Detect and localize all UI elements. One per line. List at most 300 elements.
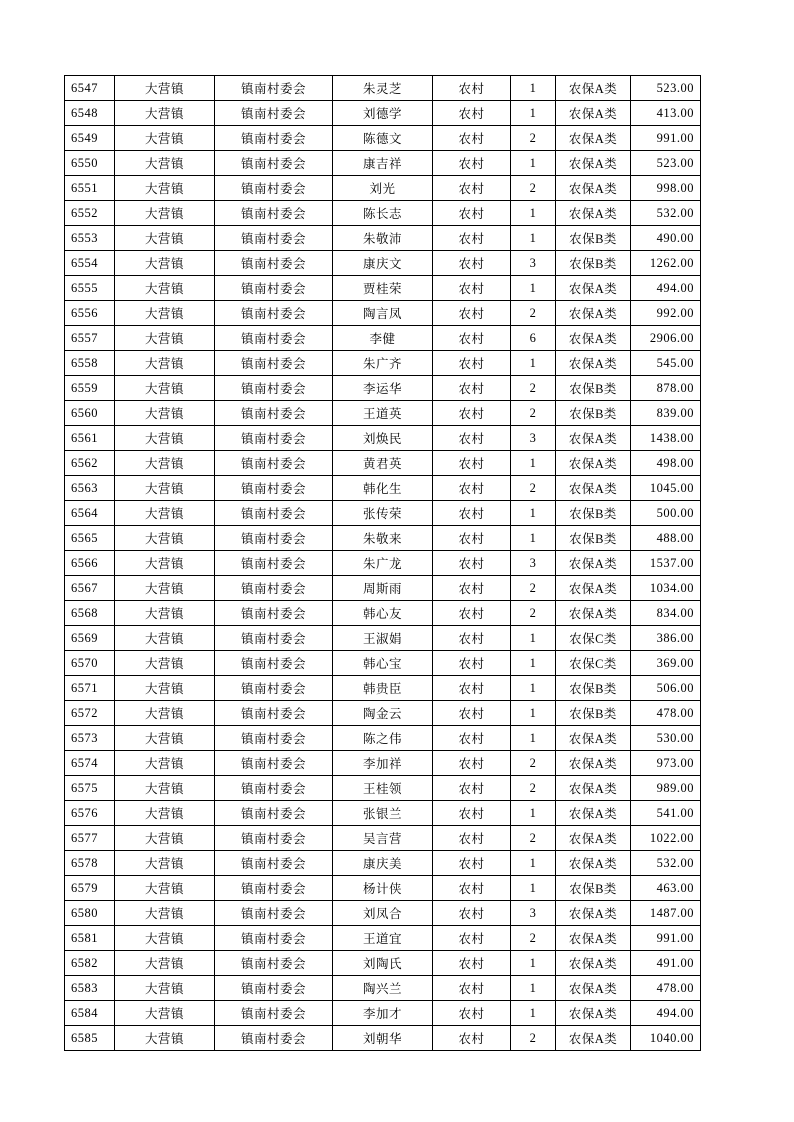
- cell-person-count: 1: [511, 276, 556, 301]
- cell-insurance-category: 农保A类: [556, 851, 631, 876]
- cell-insurance-category: 农保A类: [556, 326, 631, 351]
- cell-amount: 463.00: [631, 876, 701, 901]
- table-row: [65, 551, 701, 576]
- cell-amount: 488.00: [631, 526, 701, 551]
- cell-person-count: 1: [511, 626, 556, 651]
- cell-town: 大营镇: [115, 226, 215, 251]
- cell-amount: 532.00: [631, 201, 701, 226]
- cell-amount: 494.00: [631, 276, 701, 301]
- cell-person-count: 1: [511, 701, 556, 726]
- cell-person-name: 陶言凤: [333, 301, 433, 326]
- cell-insurance-category: 农保A类: [556, 551, 631, 576]
- cell-person-name: 康庆美: [333, 851, 433, 876]
- table-row: [65, 401, 701, 426]
- cell-insurance-category: 农保B类: [556, 251, 631, 276]
- cell-village-committee: 镇南村委会: [215, 276, 333, 301]
- cell-seq-no: 6566: [65, 551, 115, 576]
- cell-person-name: 张银兰: [333, 801, 433, 826]
- cell-village-committee: 镇南村委会: [215, 951, 333, 976]
- cell-insurance-category: 农保A类: [556, 801, 631, 826]
- cell-residence-type: 农村: [433, 1026, 511, 1051]
- cell-amount: 500.00: [631, 501, 701, 526]
- cell-insurance-category: 农保B类: [556, 501, 631, 526]
- cell-person-count: 2: [511, 376, 556, 401]
- table-row: [65, 1026, 701, 1051]
- cell-seq-no: 6549: [65, 126, 115, 151]
- cell-person-count: 3: [511, 551, 556, 576]
- cell-amount: 1040.00: [631, 1026, 701, 1051]
- table-row: [65, 326, 701, 351]
- cell-insurance-category: 农保A类: [556, 951, 631, 976]
- cell-insurance-category: 农保A类: [556, 601, 631, 626]
- cell-amount: 2906.00: [631, 326, 701, 351]
- cell-insurance-category: 农保A类: [556, 926, 631, 951]
- cell-residence-type: 农村: [433, 626, 511, 651]
- table-row: [65, 951, 701, 976]
- cell-person-name: 朱敬沛: [333, 226, 433, 251]
- cell-seq-no: 6547: [65, 76, 115, 101]
- cell-village-committee: 镇南村委会: [215, 926, 333, 951]
- cell-person-name: 刘德学: [333, 101, 433, 126]
- cell-town: 大营镇: [115, 901, 215, 926]
- cell-residence-type: 农村: [433, 951, 511, 976]
- benefits-table: [64, 75, 701, 1051]
- cell-insurance-category: 农保B类: [556, 401, 631, 426]
- cell-amount: 1537.00: [631, 551, 701, 576]
- cell-residence-type: 农村: [433, 826, 511, 851]
- cell-insurance-category: 农保A类: [556, 201, 631, 226]
- table-row: [65, 126, 701, 151]
- cell-seq-no: 6550: [65, 151, 115, 176]
- cell-seq-no: 6558: [65, 351, 115, 376]
- cell-person-name: 李加祥: [333, 751, 433, 776]
- cell-person-name: 陈长志: [333, 201, 433, 226]
- cell-person-count: 2: [511, 401, 556, 426]
- cell-residence-type: 农村: [433, 776, 511, 801]
- table-row: [65, 826, 701, 851]
- cell-village-committee: 镇南村委会: [215, 726, 333, 751]
- table-row: [65, 501, 701, 526]
- cell-person-name: 李健: [333, 326, 433, 351]
- cell-seq-no: 6585: [65, 1026, 115, 1051]
- cell-person-name: 康吉祥: [333, 151, 433, 176]
- cell-town: 大营镇: [115, 726, 215, 751]
- cell-village-committee: 镇南村委会: [215, 651, 333, 676]
- cell-amount: 989.00: [631, 776, 701, 801]
- cell-seq-no: 6580: [65, 901, 115, 926]
- cell-insurance-category: 农保A类: [556, 426, 631, 451]
- cell-person-count: 1: [511, 201, 556, 226]
- cell-person-count: 2: [511, 776, 556, 801]
- cell-residence-type: 农村: [433, 576, 511, 601]
- cell-person-count: 1: [511, 451, 556, 476]
- cell-residence-type: 农村: [433, 301, 511, 326]
- cell-residence-type: 农村: [433, 601, 511, 626]
- table-row: [65, 801, 701, 826]
- table-row: [65, 376, 701, 401]
- cell-seq-no: 6559: [65, 376, 115, 401]
- cell-insurance-category: 农保A类: [556, 151, 631, 176]
- cell-person-count: 2: [511, 751, 556, 776]
- cell-amount: 878.00: [631, 376, 701, 401]
- cell-person-count: 1: [511, 1001, 556, 1026]
- cell-seq-no: 6560: [65, 401, 115, 426]
- cell-residence-type: 农村: [433, 551, 511, 576]
- cell-village-committee: 镇南村委会: [215, 326, 333, 351]
- cell-person-count: 2: [511, 476, 556, 501]
- cell-person-name: 刘光: [333, 176, 433, 201]
- cell-amount: 973.00: [631, 751, 701, 776]
- cell-town: 大营镇: [115, 76, 215, 101]
- cell-amount: 478.00: [631, 701, 701, 726]
- table-row: [65, 626, 701, 651]
- table-row: [65, 226, 701, 251]
- cell-amount: 532.00: [631, 851, 701, 876]
- cell-person-count: 2: [511, 1026, 556, 1051]
- cell-insurance-category: 农保B类: [556, 676, 631, 701]
- cell-town: 大营镇: [115, 351, 215, 376]
- cell-insurance-category: 农保A类: [556, 126, 631, 151]
- cell-person-count: 1: [511, 151, 556, 176]
- cell-insurance-category: 农保A类: [556, 476, 631, 501]
- cell-person-name: 韩心宝: [333, 651, 433, 676]
- cell-person-count: 2: [511, 601, 556, 626]
- cell-person-count: 1: [511, 351, 556, 376]
- cell-amount: 834.00: [631, 601, 701, 626]
- table-row: [65, 701, 701, 726]
- cell-person-name: 韩化生: [333, 476, 433, 501]
- table-row: [65, 876, 701, 901]
- cell-residence-type: 农村: [433, 226, 511, 251]
- cell-town: 大营镇: [115, 801, 215, 826]
- cell-insurance-category: 农保A类: [556, 751, 631, 776]
- cell-seq-no: 6571: [65, 676, 115, 701]
- cell-residence-type: 农村: [433, 676, 511, 701]
- cell-village-committee: 镇南村委会: [215, 76, 333, 101]
- cell-amount: 494.00: [631, 1001, 701, 1026]
- cell-village-committee: 镇南村委会: [215, 801, 333, 826]
- table-row: [65, 526, 701, 551]
- cell-person-name: 周斯雨: [333, 576, 433, 601]
- cell-amount: 478.00: [631, 976, 701, 1001]
- cell-seq-no: 6553: [65, 226, 115, 251]
- table-row: [65, 651, 701, 676]
- cell-residence-type: 农村: [433, 76, 511, 101]
- cell-insurance-category: 农保A类: [556, 901, 631, 926]
- cell-residence-type: 农村: [433, 526, 511, 551]
- cell-residence-type: 农村: [433, 901, 511, 926]
- cell-residence-type: 农村: [433, 376, 511, 401]
- cell-person-count: 2: [511, 576, 556, 601]
- cell-town: 大营镇: [115, 426, 215, 451]
- table-row: [65, 726, 701, 751]
- cell-insurance-category: 农保B类: [556, 376, 631, 401]
- cell-village-committee: 镇南村委会: [215, 176, 333, 201]
- cell-seq-no: 6579: [65, 876, 115, 901]
- cell-seq-no: 6574: [65, 751, 115, 776]
- cell-village-committee: 镇南村委会: [215, 876, 333, 901]
- cell-person-count: 1: [511, 651, 556, 676]
- cell-amount: 523.00: [631, 76, 701, 101]
- cell-person-count: 3: [511, 426, 556, 451]
- cell-village-committee: 镇南村委会: [215, 576, 333, 601]
- cell-person-name: 刘朝华: [333, 1026, 433, 1051]
- table-row: [65, 76, 701, 101]
- cell-amount: 992.00: [631, 301, 701, 326]
- cell-residence-type: 农村: [433, 851, 511, 876]
- cell-village-committee: 镇南村委会: [215, 376, 333, 401]
- cell-person-count: 1: [511, 726, 556, 751]
- cell-person-count: 1: [511, 976, 556, 1001]
- cell-seq-no: 6565: [65, 526, 115, 551]
- table-row: [65, 201, 701, 226]
- cell-amount: 523.00: [631, 151, 701, 176]
- cell-amount: 991.00: [631, 126, 701, 151]
- cell-town: 大营镇: [115, 626, 215, 651]
- cell-insurance-category: 农保A类: [556, 976, 631, 1001]
- cell-amount: 1487.00: [631, 901, 701, 926]
- cell-person-count: 2: [511, 301, 556, 326]
- cell-person-count: 1: [511, 951, 556, 976]
- cell-residence-type: 农村: [433, 451, 511, 476]
- table-row: [65, 351, 701, 376]
- cell-insurance-category: 农保A类: [556, 351, 631, 376]
- cell-insurance-category: 农保C类: [556, 626, 631, 651]
- cell-village-committee: 镇南村委会: [215, 901, 333, 926]
- cell-person-name: 朱广龙: [333, 551, 433, 576]
- cell-town: 大营镇: [115, 551, 215, 576]
- cell-residence-type: 农村: [433, 801, 511, 826]
- cell-seq-no: 6569: [65, 626, 115, 651]
- cell-person-count: 2: [511, 926, 556, 951]
- cell-village-committee: 镇南村委会: [215, 976, 333, 1001]
- cell-residence-type: 农村: [433, 126, 511, 151]
- cell-person-count: 1: [511, 226, 556, 251]
- cell-person-name: 黄君英: [333, 451, 433, 476]
- cell-person-name: 李运华: [333, 376, 433, 401]
- cell-residence-type: 农村: [433, 151, 511, 176]
- cell-town: 大营镇: [115, 326, 215, 351]
- cell-insurance-category: 农保B类: [556, 701, 631, 726]
- cell-village-committee: 镇南村委会: [215, 676, 333, 701]
- cell-residence-type: 农村: [433, 726, 511, 751]
- cell-village-committee: 镇南村委会: [215, 551, 333, 576]
- cell-town: 大营镇: [115, 926, 215, 951]
- cell-insurance-category: 农保A类: [556, 301, 631, 326]
- table-row: [65, 101, 701, 126]
- cell-town: 大营镇: [115, 376, 215, 401]
- cell-residence-type: 农村: [433, 176, 511, 201]
- cell-person-name: 陈之伟: [333, 726, 433, 751]
- cell-residence-type: 农村: [433, 976, 511, 1001]
- cell-town: 大营镇: [115, 526, 215, 551]
- cell-person-count: 2: [511, 126, 556, 151]
- cell-town: 大营镇: [115, 701, 215, 726]
- cell-person-name: 陶金云: [333, 701, 433, 726]
- cell-seq-no: 6567: [65, 576, 115, 601]
- cell-village-committee: 镇南村委会: [215, 751, 333, 776]
- table-row: [65, 301, 701, 326]
- cell-seq-no: 6555: [65, 276, 115, 301]
- cell-town: 大营镇: [115, 451, 215, 476]
- cell-village-committee: 镇南村委会: [215, 601, 333, 626]
- cell-person-name: 朱广齐: [333, 351, 433, 376]
- cell-person-count: 1: [511, 676, 556, 701]
- cell-amount: 1022.00: [631, 826, 701, 851]
- cell-insurance-category: 农保A类: [556, 451, 631, 476]
- cell-person-name: 陶兴兰: [333, 976, 433, 1001]
- cell-amount: 498.00: [631, 451, 701, 476]
- cell-town: 大营镇: [115, 276, 215, 301]
- cell-residence-type: 农村: [433, 201, 511, 226]
- cell-town: 大营镇: [115, 851, 215, 876]
- cell-residence-type: 农村: [433, 501, 511, 526]
- cell-residence-type: 农村: [433, 1001, 511, 1026]
- cell-residence-type: 农村: [433, 401, 511, 426]
- cell-village-committee: 镇南村委会: [215, 851, 333, 876]
- cell-residence-type: 农村: [433, 251, 511, 276]
- cell-amount: 369.00: [631, 651, 701, 676]
- table-row: [65, 751, 701, 776]
- cell-seq-no: 6562: [65, 451, 115, 476]
- cell-village-committee: 镇南村委会: [215, 826, 333, 851]
- cell-town: 大营镇: [115, 251, 215, 276]
- cell-village-committee: 镇南村委会: [215, 101, 333, 126]
- cell-person-name: 康庆文: [333, 251, 433, 276]
- table-row: [65, 976, 701, 1001]
- cell-person-count: 3: [511, 251, 556, 276]
- cell-person-name: 刘焕民: [333, 426, 433, 451]
- cell-person-name: 韩贵臣: [333, 676, 433, 701]
- cell-amount: 839.00: [631, 401, 701, 426]
- cell-seq-no: 6576: [65, 801, 115, 826]
- cell-person-name: 王淑娟: [333, 626, 433, 651]
- cell-person-count: 1: [511, 501, 556, 526]
- table-body: [65, 76, 701, 1051]
- cell-insurance-category: 农保A类: [556, 576, 631, 601]
- cell-seq-no: 6563: [65, 476, 115, 501]
- table-row: [65, 676, 701, 701]
- table-row: [65, 151, 701, 176]
- cell-residence-type: 农村: [433, 926, 511, 951]
- cell-town: 大营镇: [115, 126, 215, 151]
- cell-person-name: 朱敬来: [333, 526, 433, 551]
- cell-person-name: 王道宜: [333, 926, 433, 951]
- cell-seq-no: 6551: [65, 176, 115, 201]
- cell-insurance-category: 农保A类: [556, 1026, 631, 1051]
- cell-person-count: 3: [511, 901, 556, 926]
- cell-insurance-category: 农保B类: [556, 226, 631, 251]
- cell-amount: 506.00: [631, 676, 701, 701]
- cell-amount: 413.00: [631, 101, 701, 126]
- cell-person-name: 刘陶氏: [333, 951, 433, 976]
- cell-residence-type: 农村: [433, 326, 511, 351]
- cell-town: 大营镇: [115, 876, 215, 901]
- cell-person-name: 李加才: [333, 1001, 433, 1026]
- cell-town: 大营镇: [115, 751, 215, 776]
- cell-seq-no: 6548: [65, 101, 115, 126]
- table-row: [65, 601, 701, 626]
- cell-town: 大营镇: [115, 826, 215, 851]
- cell-town: 大营镇: [115, 676, 215, 701]
- cell-person-name: 朱灵芝: [333, 76, 433, 101]
- cell-insurance-category: 农保A类: [556, 726, 631, 751]
- cell-person-name: 王桂领: [333, 776, 433, 801]
- cell-amount: 545.00: [631, 351, 701, 376]
- cell-village-committee: 镇南村委会: [215, 126, 333, 151]
- cell-person-name: 王道英: [333, 401, 433, 426]
- cell-town: 大营镇: [115, 301, 215, 326]
- cell-amount: 386.00: [631, 626, 701, 651]
- cell-amount: 998.00: [631, 176, 701, 201]
- cell-village-committee: 镇南村委会: [215, 451, 333, 476]
- cell-residence-type: 农村: [433, 476, 511, 501]
- cell-person-name: 贾桂荣: [333, 276, 433, 301]
- cell-village-committee: 镇南村委会: [215, 701, 333, 726]
- cell-insurance-category: 农保A类: [556, 101, 631, 126]
- cell-residence-type: 农村: [433, 351, 511, 376]
- cell-village-committee: 镇南村委会: [215, 1026, 333, 1051]
- cell-seq-no: 6584: [65, 1001, 115, 1026]
- cell-seq-no: 6582: [65, 951, 115, 976]
- cell-seq-no: 6554: [65, 251, 115, 276]
- cell-town: 大营镇: [115, 401, 215, 426]
- cell-town: 大营镇: [115, 601, 215, 626]
- cell-seq-no: 6564: [65, 501, 115, 526]
- table-row: [65, 901, 701, 926]
- cell-residence-type: 农村: [433, 276, 511, 301]
- cell-seq-no: 6575: [65, 776, 115, 801]
- table-row: [65, 251, 701, 276]
- table-row: [65, 576, 701, 601]
- cell-residence-type: 农村: [433, 426, 511, 451]
- cell-village-committee: 镇南村委会: [215, 526, 333, 551]
- cell-village-committee: 镇南村委会: [215, 201, 333, 226]
- cell-seq-no: 6572: [65, 701, 115, 726]
- cell-town: 大营镇: [115, 201, 215, 226]
- cell-person-count: 6: [511, 326, 556, 351]
- cell-village-committee: 镇南村委会: [215, 476, 333, 501]
- cell-seq-no: 6578: [65, 851, 115, 876]
- cell-seq-no: 6577: [65, 826, 115, 851]
- cell-person-name: 杨计侠: [333, 876, 433, 901]
- cell-person-count: 1: [511, 851, 556, 876]
- cell-residence-type: 农村: [433, 751, 511, 776]
- cell-person-count: 1: [511, 101, 556, 126]
- cell-town: 大营镇: [115, 1001, 215, 1026]
- table-row: [65, 451, 701, 476]
- cell-person-count: 1: [511, 876, 556, 901]
- cell-town: 大营镇: [115, 101, 215, 126]
- cell-person-name: 吴言营: [333, 826, 433, 851]
- cell-village-committee: 镇南村委会: [215, 426, 333, 451]
- cell-town: 大营镇: [115, 176, 215, 201]
- cell-town: 大营镇: [115, 151, 215, 176]
- cell-amount: 1045.00: [631, 476, 701, 501]
- cell-amount: 491.00: [631, 951, 701, 976]
- cell-town: 大营镇: [115, 976, 215, 1001]
- cell-town: 大营镇: [115, 776, 215, 801]
- table-row: [65, 776, 701, 801]
- table-row: [65, 851, 701, 876]
- cell-insurance-category: 农保B类: [556, 876, 631, 901]
- cell-residence-type: 农村: [433, 651, 511, 676]
- table-row: [65, 476, 701, 501]
- cell-amount: 991.00: [631, 926, 701, 951]
- cell-person-count: 1: [511, 526, 556, 551]
- cell-village-committee: 镇南村委会: [215, 776, 333, 801]
- cell-insurance-category: 农保A类: [556, 276, 631, 301]
